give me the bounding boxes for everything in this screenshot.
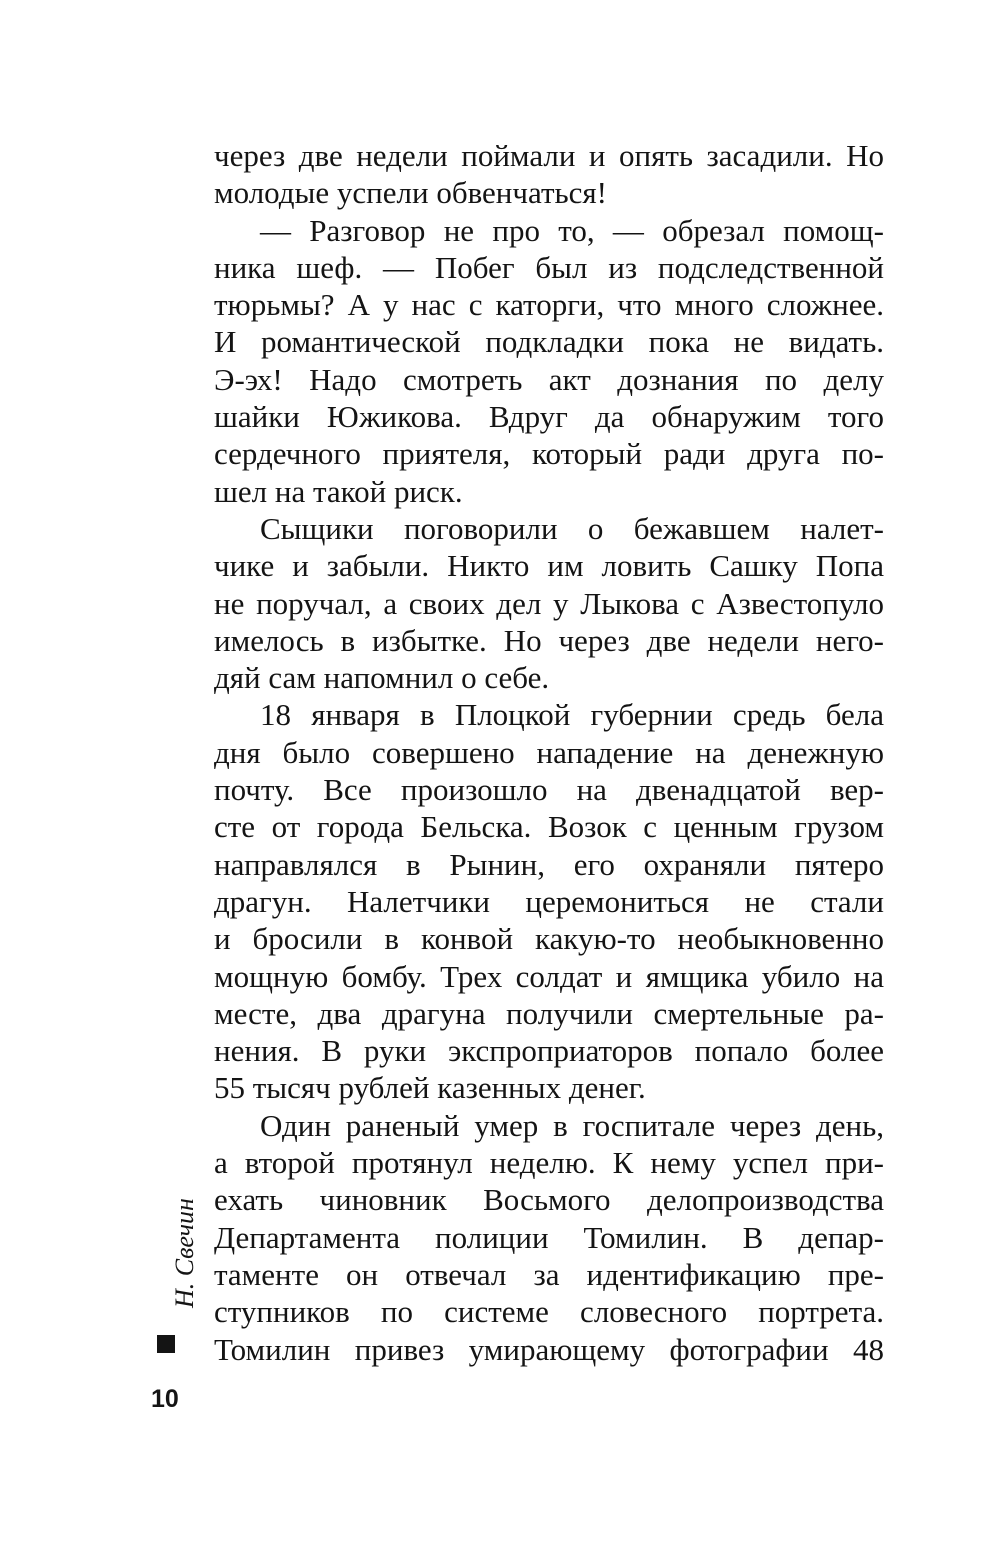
text-line: не поручал, а своих дел у Лыкова с Азвестопуло — [214, 585, 884, 621]
paragraph — [214, 212, 884, 510]
text-line: мощную бомбу. Трех солдат и ямщика убило на — [214, 958, 884, 994]
text-line: чике и забыли. Никто им ловить Сашку Попа — [214, 548, 884, 584]
paragraph — [214, 510, 884, 696]
text-line: имелось в избытке. Но через две недели него- — [214, 622, 884, 658]
text-line: Один раненый умер в госпитале через день, — [260, 1107, 884, 1143]
text-line: сердечного приятеля, который ради друга по- — [214, 436, 884, 472]
text-line: и бросили в конвой какую-то необыкновенно — [214, 921, 884, 957]
running-head-author: Н. Свечин — [170, 1198, 199, 1308]
text-line: почту. Все произошло на двенадцатой вер- — [214, 772, 884, 808]
text-line: нения. В руки экспроприаторов попало более — [214, 1033, 884, 1069]
text-line: сте от города Бельска. Возок с ценным грузом — [214, 809, 884, 845]
text-line: 18 января в Плоцкой губернии средь бела — [260, 697, 884, 733]
text-line: ника шеф. — Побег был из подследственной — [214, 249, 884, 285]
text-line: а второй протянул неделю. К нему успел при- — [214, 1145, 884, 1181]
text-line: Э-эх! Надо смотреть акт дознания по делу — [214, 361, 884, 397]
text-line: тюрьмы? А у нас с каторги, что много сложнее. — [214, 287, 884, 323]
text-line: шел на такой риск. — [214, 473, 463, 509]
text-line: месте, два драгуна получили смертельные ра- — [214, 995, 884, 1031]
text-line: дяй сам напомнил о себе. — [214, 660, 550, 696]
text-line: направлялся в Рынин, его охраняли пятеро — [214, 846, 884, 882]
page-number: 10 — [151, 1385, 179, 1413]
text-line: ехать чиновник Восьмого делопроизводства — [214, 1182, 884, 1218]
text-line: таменте он отвечал за идентификацию пре- — [214, 1256, 884, 1292]
square-marker-icon — [157, 1335, 175, 1353]
text-line: Томилин привез умирающему фотографии 48 — [214, 1331, 884, 1367]
paragraph — [214, 696, 884, 1106]
text-line: 55 тысяч рублей казенных денег. — [214, 1070, 646, 1106]
paragraph — [214, 137, 884, 212]
page-body-text — [214, 137, 884, 1368]
text-line: — Разговор не про то, — обрезал помощ- — [260, 212, 884, 248]
paragraph — [214, 1107, 884, 1368]
text-line: Департамента полиции Томилин. В депар- — [214, 1219, 884, 1255]
text-line: шайки Южикова. Вдруг да обнаружим того — [214, 399, 884, 435]
text-line: ступников по системе словесного портрета. — [214, 1294, 884, 1330]
text-line: через две недели поймали и опять засадили. Но — [214, 138, 884, 173]
text-line: Сыщики поговорили о бежавшем налет- — [260, 510, 884, 546]
text-line: дня было совершено нападение на денежную — [214, 734, 884, 770]
text-line: драгун. Налетчики церемониться не стали — [214, 883, 884, 919]
text-line: И романтической подкладки пока не видать. — [214, 324, 884, 360]
text-line: молодые успели обвенчаться! — [214, 175, 607, 211]
